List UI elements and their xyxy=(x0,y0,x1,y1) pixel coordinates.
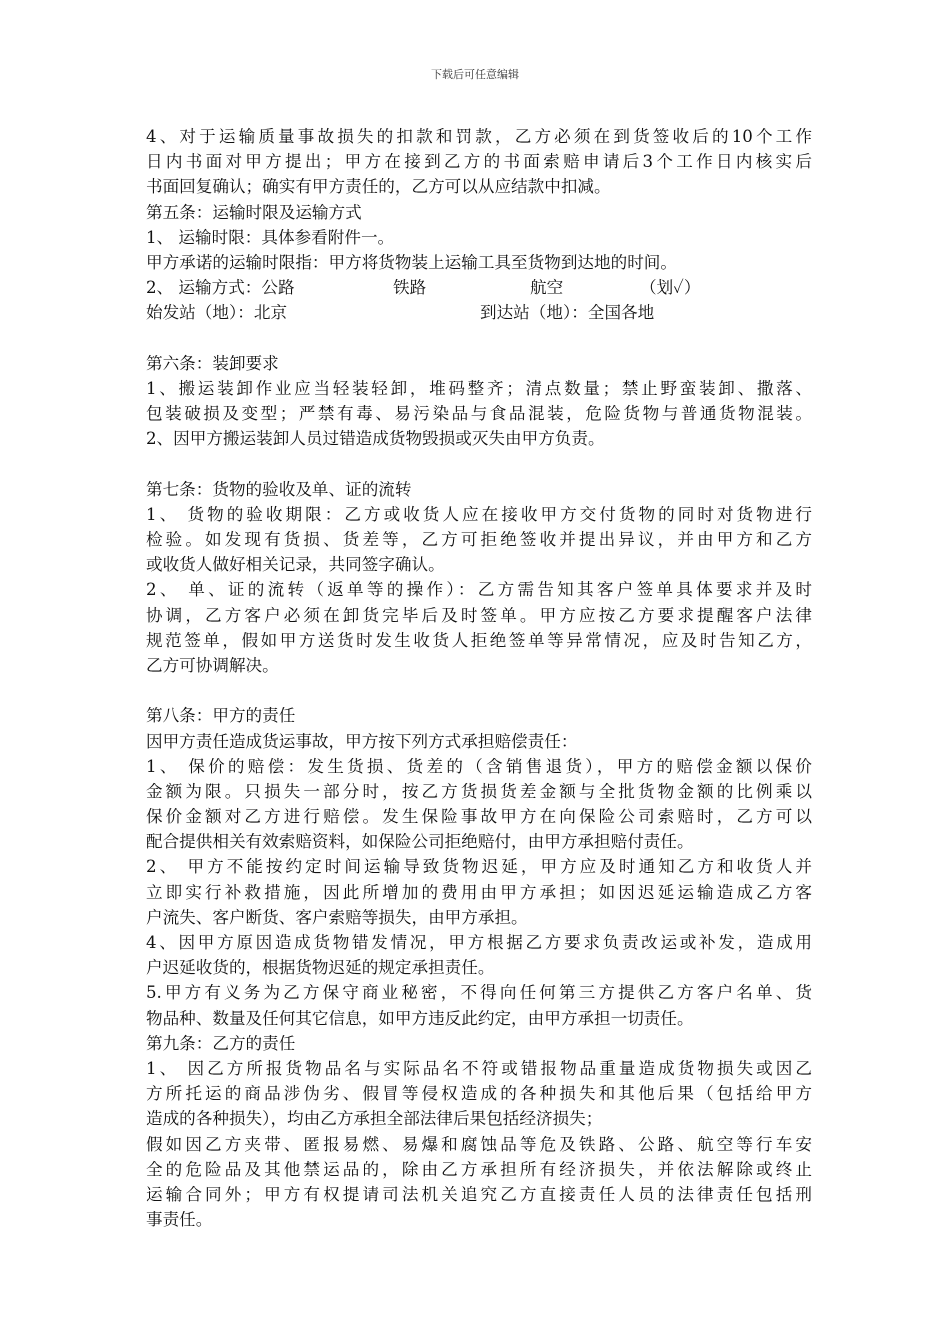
text-line: 运输合同外；甲方有权提请司法机关追究乙方直接责任人员的法律责任包括刑 xyxy=(146,1184,812,1204)
text-line: 或收货人做好相关记录，共同签字确认。 xyxy=(146,555,445,575)
text-line: 第九条：乙方的责任 xyxy=(146,1033,296,1053)
section-block-2 xyxy=(146,326,812,1233)
contract-body xyxy=(146,124,812,1232)
origin-station: 始发站（地）：北京 xyxy=(146,303,288,323)
text-line: 检验。如发现有货损、货差等，乙方可拒绝签收并提出异议，并由甲方和乙方 xyxy=(146,530,812,549)
text-line: 保价金额对乙方进行赔偿。发生保险事故甲方在向保险公司索赔时，乙方可以 xyxy=(146,807,812,827)
text-line: 造成的各种损失），均由乙方承担全部法律后果包括经济损失； xyxy=(146,1109,603,1129)
text-line: 配合提供相关有效索赔资料，如保险公司拒绝赔付，由甲方承担赔付责任。 xyxy=(146,832,694,852)
transport-option-air: 航空 xyxy=(530,278,564,298)
text-line: 第六条：装卸要求 xyxy=(146,353,279,373)
station-row xyxy=(146,300,812,325)
text-line: 事责任。 xyxy=(146,1210,213,1230)
text-line: 日内书面对甲方提出；甲方在接到乙方的书面索赔申请后3个工作日内核实后 xyxy=(146,152,812,172)
text-line: 5.甲方有义务为乙方保守商业秘密，不得向任何第三方提供乙方客户名单、货 xyxy=(146,983,812,1003)
text-line: 第五条：运输时限及运输方式 xyxy=(146,202,362,222)
transport-method-row xyxy=(146,275,812,300)
text-line: 协调，乙方客户必须在卸货完毕后及时签单。甲方应按乙方要求提醒客户法律 xyxy=(146,605,812,625)
section-block-1 xyxy=(146,124,812,275)
text-line: 2、因甲方搬运装卸人员过错造成货物毁损或灭失由甲方负责。 xyxy=(146,429,605,449)
text-line: 1、 运输时限：具体参看附件一。 xyxy=(146,227,395,247)
text-line: 4、对于运输质量事故损失的扣款和罚款，乙方必须在到货签收后的10个工作 xyxy=(146,127,812,146)
text-line: 1、 保价的赔偿：发生货损、货差的（含销售退货），甲方的赔偿金额以保价 xyxy=(146,756,812,776)
text-line: 甲方承诺的运输时限指：甲方将货物装上运输工具至货物到达地的时间。 xyxy=(146,252,677,272)
text-line: 第八条：甲方的责任 xyxy=(146,706,296,726)
text-line: 1、搬运装卸作业应当轻装轻卸，堆码整齐；清点数量；禁止野蛮装卸、撒落、 xyxy=(146,378,812,398)
text-line: 物品种、数量及任何其它信息，如甲方违反此约定，由甲方承担一切责任。 xyxy=(146,1008,694,1028)
text-line: 2、 单、证的流转（返单等的操作）：乙方需告知其客户签单具体要求并及时 xyxy=(146,580,812,600)
text-line: 1、 因乙方所报货物品名与实际品名不符或错报物品重量造成货物损失或因乙 xyxy=(146,1058,812,1078)
text-line: 乙方可协调解决。 xyxy=(146,655,279,675)
text-line: 4、因甲方原因造成货物错发情况，甲方根据乙方要求负责改运或补发，造成用 xyxy=(146,933,812,952)
text-line: 方所托运的商品涉伪劣、假冒等侵权造成的各种损失和其他后果（包括给甲方 xyxy=(146,1084,812,1104)
blank-line xyxy=(146,451,812,476)
blank-line xyxy=(146,326,812,351)
text-line: 因甲方责任造成货运事故，甲方按下列方式承担赔偿责任： xyxy=(146,731,578,751)
text-line: 立即实行补救措施，因此所增加的费用由甲方承担；如因迟延运输造成乙方客 xyxy=(146,882,812,902)
text-line: 书面回复确认；确实有甲方责任的，乙方可以从应结款中扣减。 xyxy=(146,177,611,197)
text-line: 户迟延收货的，根据货物迟延的规定承担责任。 xyxy=(146,958,495,978)
blank-line xyxy=(146,678,812,703)
transport-selection-mark: （划✓） xyxy=(640,278,701,298)
text-line: 2、 甲方不能按约定时间运输导致货物迟延，甲方应及时通知乙方和收货人并 xyxy=(146,857,812,877)
text-line: 金额为限。只损失一部分时，按乙方货损货差金额与全批货物金额的比例乘以 xyxy=(146,781,812,801)
text-line: 全的危险品及其他禁运品的，除由乙方承担所有经济损失，并依法解除或终止 xyxy=(146,1159,812,1179)
text-line: 包装破损及变型；严禁有毒、易污染品与食品混装，危险货物与普通货物混装。 xyxy=(146,404,812,424)
text-line: 规范签单，假如甲方送货时发生收货人拒绝签单等异常情况，应及时告知乙方， xyxy=(146,630,812,650)
page-header: 下载后可任意编辑 xyxy=(431,68,519,81)
text-line: 第七条：货物的验收及单、证的流转 xyxy=(146,479,412,499)
text-line: 假如因乙方夹带、匿报易燃、易爆和腐蚀品等危及铁路、公路、航空等行车安 xyxy=(146,1134,812,1154)
text-line: 户流失、客户断货、客户索赔等损失，由甲方承担。 xyxy=(146,907,528,927)
text-line: 1、 货物的验收期限：乙方或收货人应在接收甲方交付货物的同时对货物进行 xyxy=(146,504,812,524)
transport-option-rail: 铁路 xyxy=(393,278,427,298)
destination-station: 到达站（地）：全国各地 xyxy=(480,303,655,323)
transport-method-label: 2、 运输方式：公路 xyxy=(146,278,295,298)
